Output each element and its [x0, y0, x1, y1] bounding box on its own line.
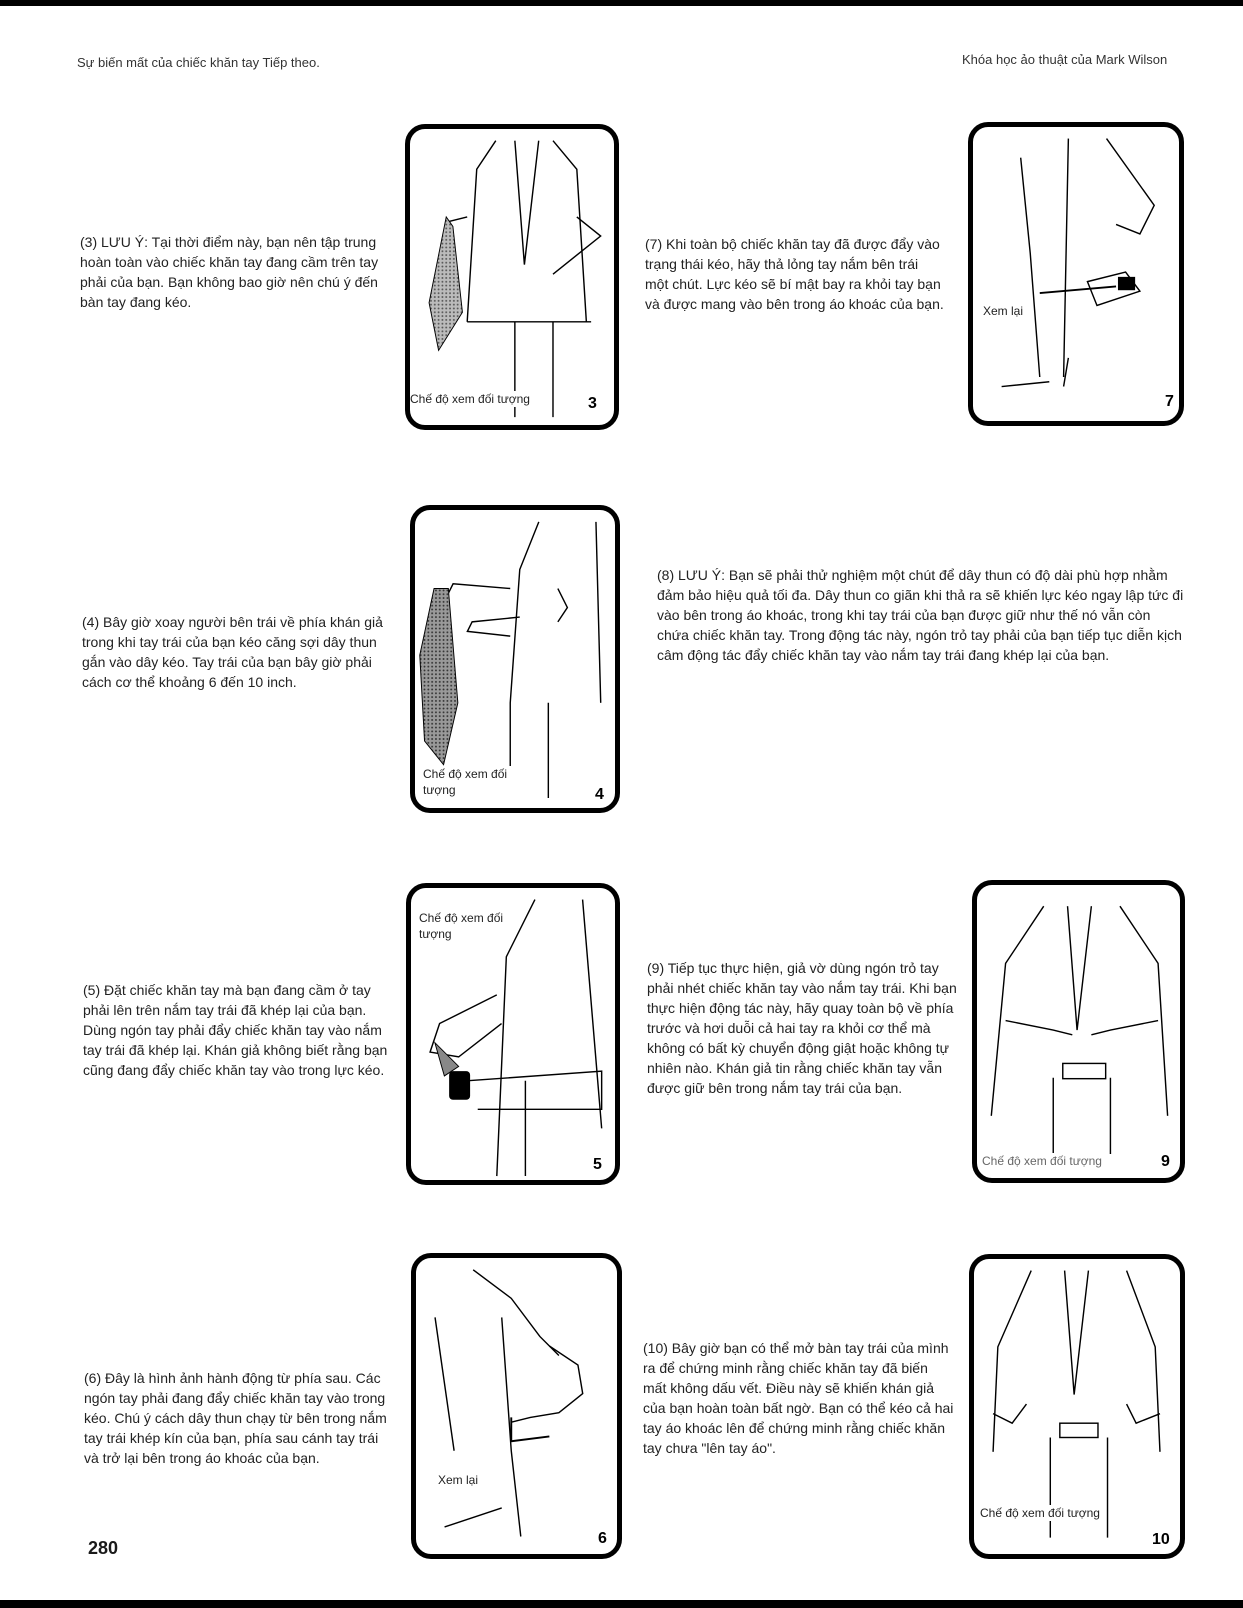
running-header-right: Khóa học ảo thuật của Mark Wilson	[962, 52, 1168, 67]
illustration-panel-10	[969, 1254, 1185, 1559]
jacket-figure-7	[973, 127, 1179, 421]
step-7-text: (7) Khi toàn bộ chiếc khăn tay đã được đẩy vào trạng thái kéo, hãy thả lỏng tay nắm bên trái một chút. Lực kéo sẽ bí mật bay ra khỏi tay bạn và được mang vào bên trong áo khoác của bạn.	[645, 236, 944, 312]
panel-6-number: 6	[598, 1530, 607, 1547]
page-number: 280	[88, 1538, 119, 1558]
illustration-panel-3	[405, 124, 619, 430]
step-5-text: (5) Đặt chiếc khăn tay mà bạn đang cầm ở tay phải lên trên nắm tay trái đã khép lại của bạn. Dùng ngón tay phải đẩy chiếc khăn tay vào nắm tay trái đã khép lại. Khán giả không biết rằng bạn cũng đang đẩy chiếc khăn tay vào trong lực kéo.	[83, 982, 388, 1078]
panel-3-number: 3	[588, 395, 597, 412]
illustration-panel-6	[411, 1253, 622, 1559]
bottom-border	[0, 1600, 1243, 1608]
illustration-panel-7	[968, 122, 1184, 426]
panel-5-caption: Chế độ xem đối tượng	[419, 910, 509, 942]
step-8-text: (8) LƯU Ý: Bạn sẽ phải thử nghiệm một chút để dây thun có độ dài phù hợp nhằm đảm bảo hiệu quả tối đa. Dây thun co giãn khi thả ra sẽ khiến lực kéo ngay lập tức đi vào bên trong áo khoác, trong khi tay trái của bạn được giữ như thế nó vẫn còn chứa chiếc khăn tay. Trong động tác này, ngón trỏ tay phải của bạn tiếp tục diễn kịch câm động tác đẩy chiếc khăn tay vào nắm tay trái đang khép lại của bạn.	[657, 567, 1184, 663]
panel-7-caption: Xem lại	[983, 304, 1024, 318]
panel-3-caption: Chế độ xem đối tượng	[410, 392, 530, 406]
panel-10-number: 10	[1152, 1531, 1170, 1548]
step-10-text: (10) Bây giờ bạn có thể mở bàn tay trái của mình ra để chứng minh rằng chiếc khăn tay đã biến mất không dấu vết. Điều này sẽ khiến khán giả của bạn hoàn toàn bất ngờ. Bạn có thể kéo cả hai tay áo khoác lên để chứng minh rằng chiếc khăn tay chưa "lên tay áo".	[643, 1340, 954, 1456]
panel-9-number: 9	[1161, 1153, 1170, 1170]
step-6-text: (6) Đây là hình ảnh hành động từ phía sau. Các ngón tay phải đang đẩy chiếc khăn tay vào trong kéo. Chú ý cách dây thun chạy từ bên trong nắm tay trái khép kín của bạn, phía sau cánh tay trái và trở lại bên trong áo khoác của bạn.	[84, 1370, 387, 1466]
step-3-text: (3) LƯU Ý: Tại thời điểm này, bạn nên tập trung hoàn toàn vào chiếc khăn tay đang cầm trên tay phải của bạn. Bạn không bao giờ nên chú ý đến bàn tay đang kéo.	[80, 234, 379, 310]
running-header-left: Sự biến mất của chiếc khăn tay Tiếp theo.	[77, 55, 320, 70]
jacket-figure-6	[416, 1258, 617, 1554]
panel-10-caption: Chế độ xem đối tượng	[980, 1506, 1100, 1520]
jacket-figure-3	[410, 129, 614, 425]
illustration-panel-9	[972, 880, 1185, 1183]
panel-4-number: 4	[595, 786, 604, 803]
panel-9-caption: Chế độ xem đối tượng	[982, 1154, 1102, 1168]
illustration-panel-5	[406, 883, 620, 1185]
panel-5-number: 5	[593, 1156, 602, 1173]
top-border	[0, 0, 1243, 6]
step-4-text: (4) Bây giờ xoay người bên trái về phía khán giả trong khi tay trái của bạn kéo căng sợi dây thun gắn vào dây kéo. Tay trái của bạn bây giờ phải cách cơ thể khoảng 6 đến 10 inch.	[82, 614, 383, 690]
step-9-text: (9) Tiếp tục thực hiện, giả vờ dùng ngón trỏ tay phải nhét chiếc khăn tay vào nắm tay trái. Khi bạn thực hiện động tác này, hãy quay toàn bộ về phía trước và hơi duỗi cả hai tay ra khỏi cơ thể mà không có bất kỳ chuyển động giật hoặc không tự nhiên nào. Khán giả tin rằng chiếc khăn tay vẫn được giữ bên trong nắm tay trái của bạn.	[647, 960, 957, 1096]
jacket-figure-4	[415, 510, 615, 808]
illustration-panel-4	[410, 505, 620, 813]
jacket-figure-9	[977, 885, 1180, 1178]
panel-7-number: 7	[1165, 393, 1174, 410]
panel-4-caption: Chế độ xem đối tượng	[423, 766, 513, 798]
panel-6-caption: Xem lại	[438, 1473, 479, 1487]
